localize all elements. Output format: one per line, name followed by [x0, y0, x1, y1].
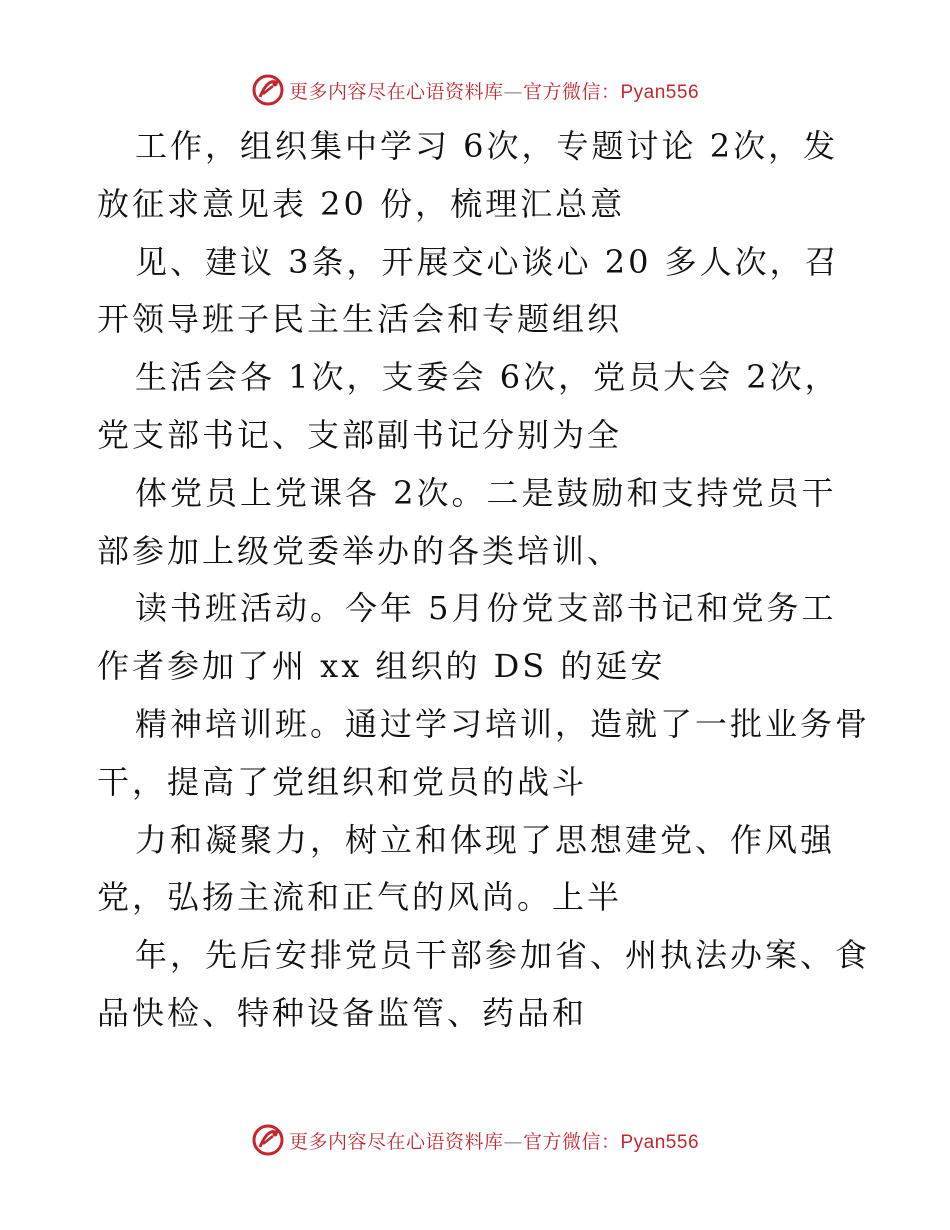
body-line: 体党员上党课各 2次。二是鼓励和支持党员干 — [135, 473, 837, 512]
body-line: 年，先后安排党员干部参加省、州执法办案、食 — [135, 936, 871, 975]
body-line: 党支部书记、支部副书记分别为全 — [97, 415, 623, 454]
watermark-brand: 更多内容尽在心语资料库 — [288, 1130, 504, 1153]
body-line: 党，弘扬主流和正气的风尚。上半 — [97, 878, 623, 917]
watermark-text — [289, 1127, 699, 1154]
watermark-brand: 更多内容尽在心语资料库 — [288, 80, 504, 103]
body-line: 部参加上级党委举办的各类培训、 — [97, 531, 623, 570]
watermark-wechat-label: 官方微信： — [522, 80, 621, 103]
body-line: 读书班活动。今年 5月份党支部书记和党务工 — [135, 589, 837, 628]
brand-logo-icon — [251, 1123, 285, 1157]
body-line: 力和凝聚力，树立和体现了思想建党、作风强 — [135, 820, 836, 859]
watermark-contact: Pyan556 — [620, 81, 700, 103]
header-watermark — [0, 70, 950, 110]
body-line: 开领导班子民主生活会和专题组织 — [97, 300, 623, 339]
brand-logo-icon — [251, 73, 285, 107]
document-body — [97, 118, 871, 1043]
footer-watermark — [0, 1120, 950, 1160]
body-line: 精神培训班。通过学习培训，造就了一批业务骨 — [135, 704, 871, 743]
watermark-separator: — — [503, 1130, 523, 1153]
body-line: 干，提高了党组织和党员的战斗 — [97, 762, 588, 801]
watermark-wechat-label: 官方微信： — [522, 1130, 621, 1153]
body-line: 品快检、特种设备监管、药品和 — [97, 993, 588, 1032]
body-line: 见、建议 3条，开展交心谈心 20 多人次，召 — [135, 242, 840, 281]
watermark-separator: — — [503, 80, 523, 103]
body-line: 作者参加了州 xx 组织的 DS 的延安 — [97, 647, 666, 686]
body-line: 放征求意见表 20 份，梳理汇总意 — [97, 184, 626, 223]
watermark-text — [289, 77, 699, 104]
body-line: 生活会各 1次，支委会 6次，党员大会 2次， — [135, 358, 840, 397]
watermark-contact: Pyan556 — [620, 1131, 700, 1153]
body-line: 工作，组织集中学习 6次，专题讨论 2次，发 — [135, 127, 839, 165]
